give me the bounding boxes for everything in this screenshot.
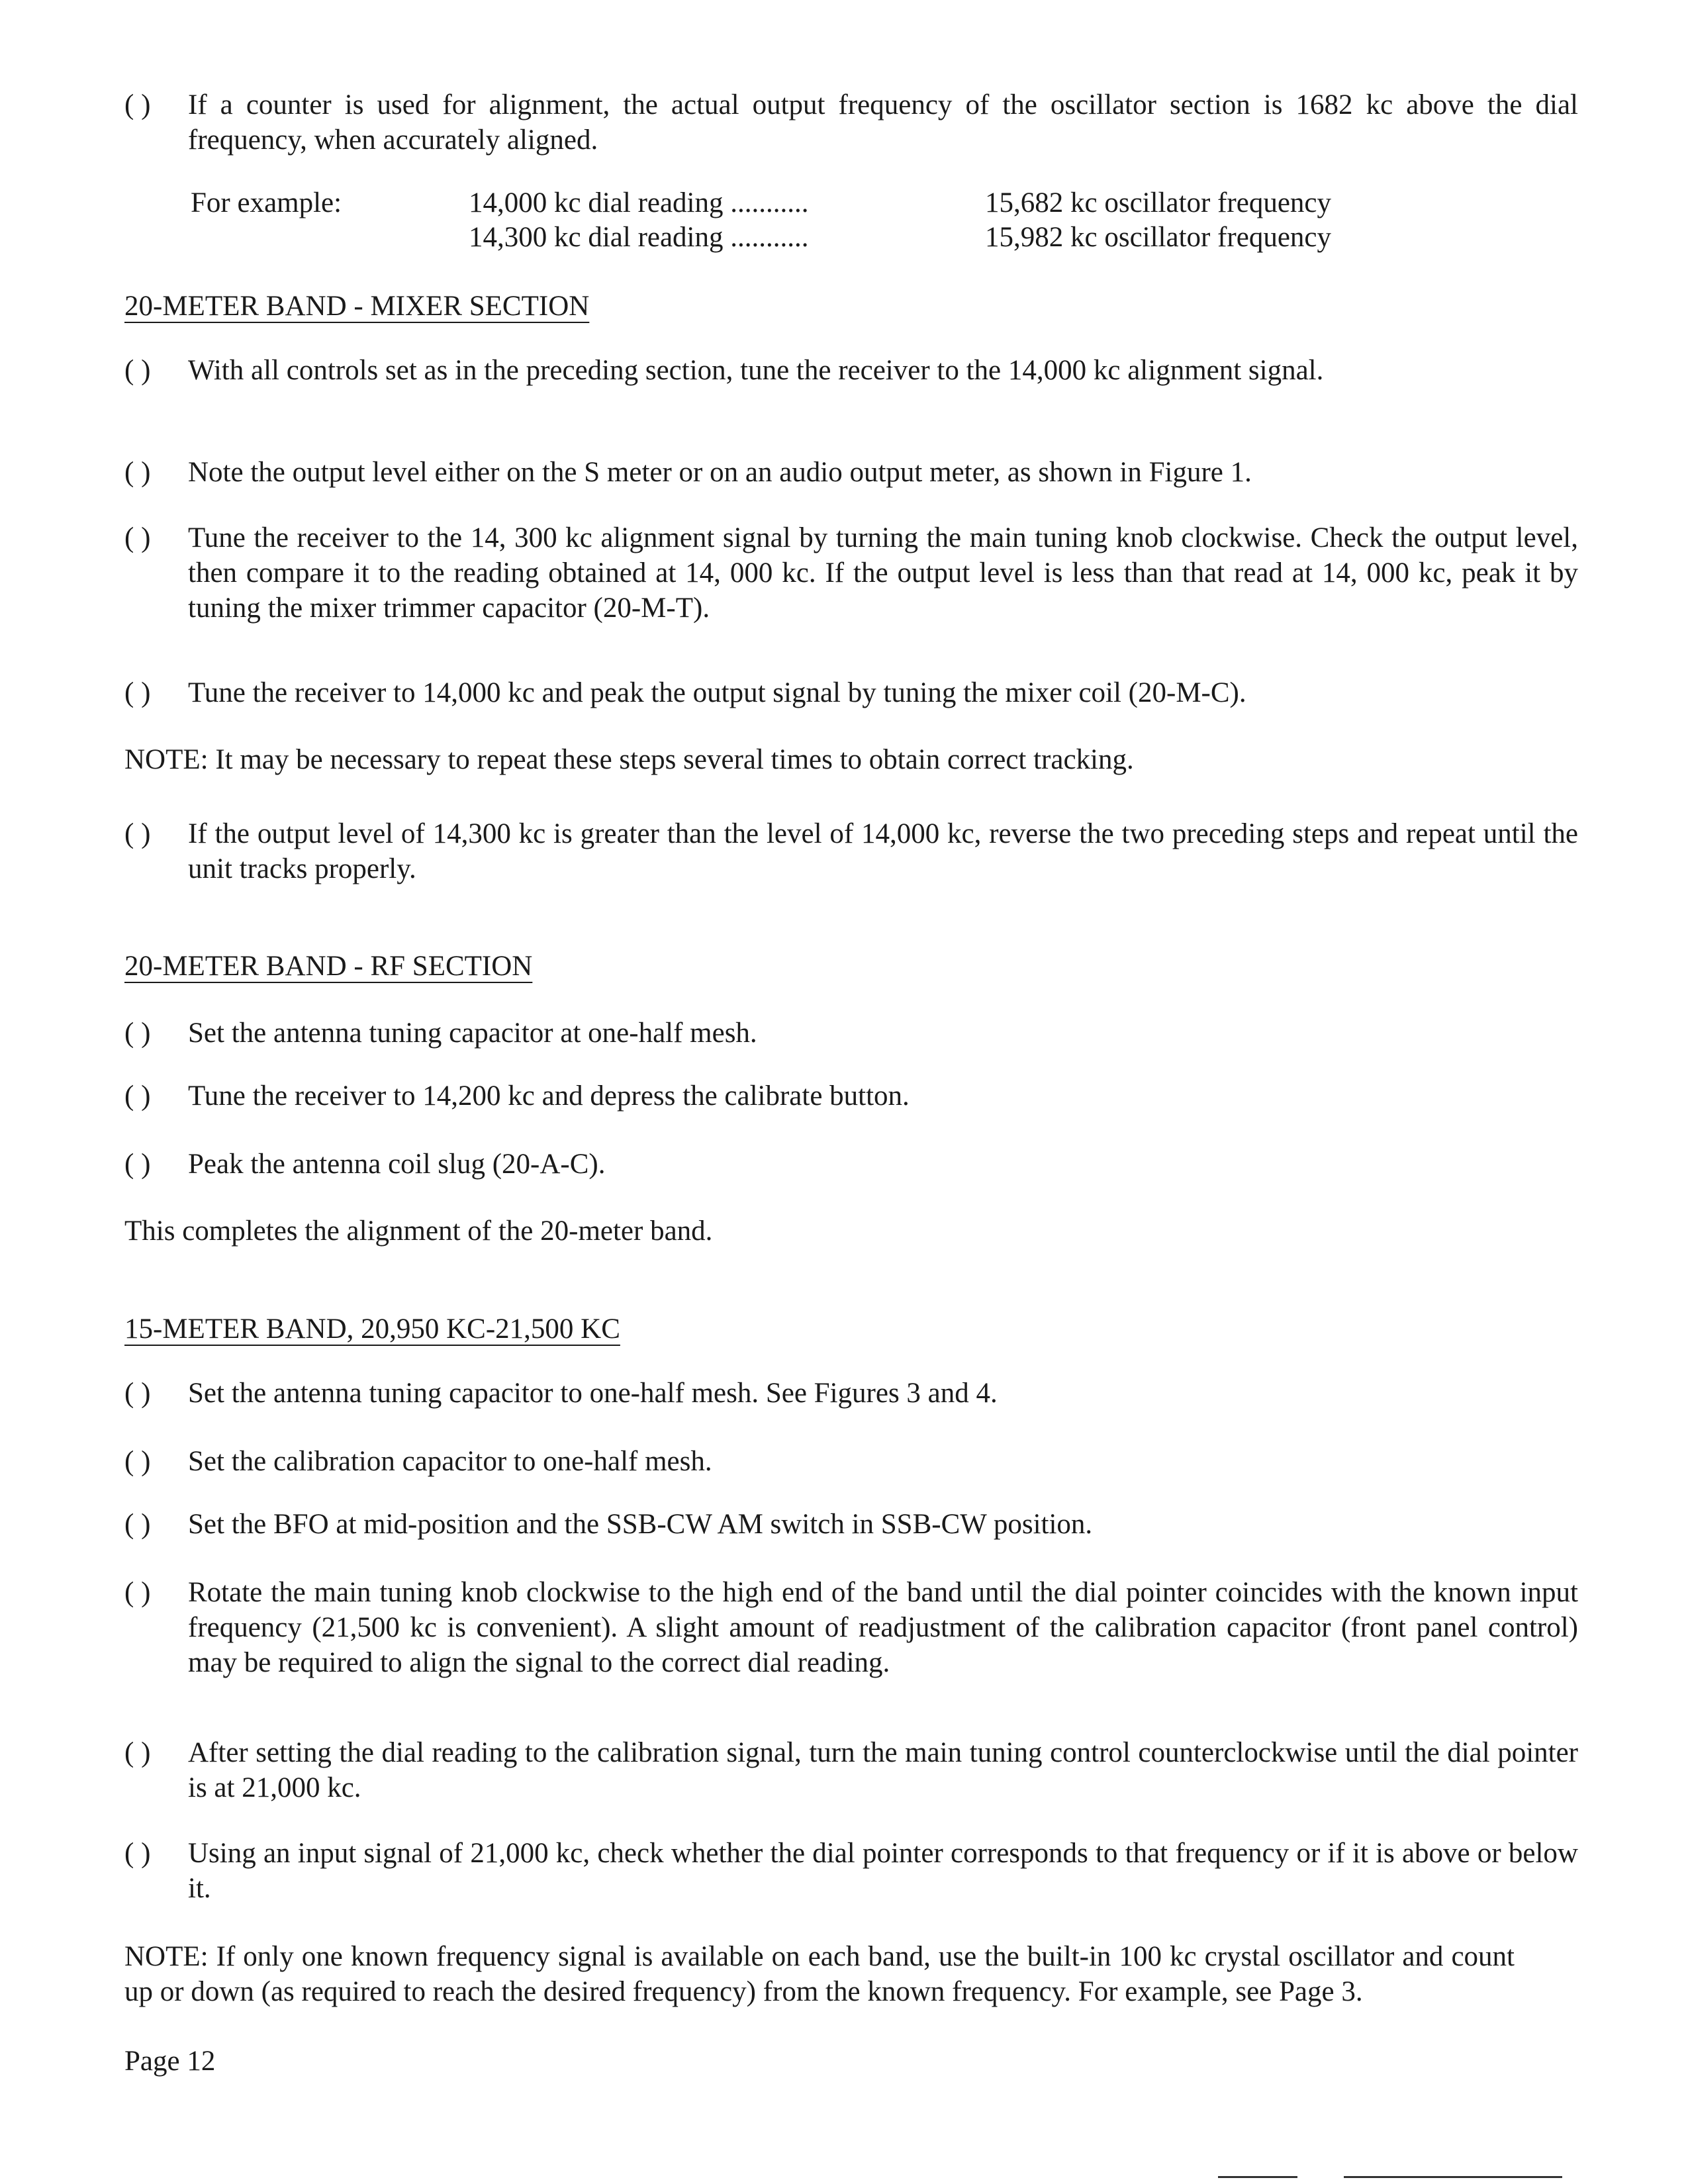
checklist-item <box>124 816 1578 886</box>
checklist-item <box>124 353 1578 388</box>
checklist-item <box>124 1735 1578 1805</box>
divider <box>1344 2176 1562 2178</box>
item-text: Set the calibration capacitor to one-half mesh. <box>188 1446 712 1477</box>
dial-reading: 14,300 kc dial reading ........... <box>469 222 809 253</box>
checklist-item <box>124 1836 1578 1906</box>
checklist-item <box>124 1444 1578 1479</box>
closing-text: This completes the alignment of the 20-meter band. <box>124 1215 713 1247</box>
section-heading: 20-METER BAND - MIXER SECTION <box>124 291 590 322</box>
checkbox[interactable]: ( ) <box>124 1577 151 1608</box>
item-text: Set the antenna tuning capacitor at one-half mesh. <box>188 1018 757 1049</box>
item-text: If the output level of 14,300 kc is greater than the level of 14,000 kc, reverse the two preceding steps and repeat until the unit tracks properly. <box>188 818 1578 884</box>
section-heading: 20-METER BAND - RF SECTION <box>124 951 533 982</box>
note: NOTE: If only one known frequency signal is available on each band, use the built-in 100 kc crystal oscillator and count up or down (as required to reach the desired frequency) from the known frequency. For example, see Page 3. <box>124 1941 1515 2007</box>
checkbox[interactable]: ( ) <box>124 355 151 386</box>
checkbox[interactable]: ( ) <box>124 677 151 708</box>
page-number: Page 12 <box>124 2046 216 2077</box>
item-text: Peak the antenna coil slug (20-A-C). <box>188 1149 606 1180</box>
item-text: If a counter is used for alignment, the actual output frequency of the oscillator section is 1682 kc above the dial frequency, when accurately aligned. <box>188 89 1578 156</box>
checklist-item <box>124 1575 1578 1680</box>
checkbox[interactable]: ( ) <box>124 89 151 120</box>
checklist-item <box>124 455 1578 490</box>
item-text: With all controls set as in the preceding section, tune the receiver to the 14,000 kc alignment signal. <box>188 355 1324 386</box>
item-text: After setting the dial reading to the calibration signal, turn the main tuning control counterclockwise until the dial pointer is at 21,000 kc. <box>188 1737 1578 1803</box>
checklist-item <box>124 87 1578 158</box>
checklist-item <box>124 675 1578 710</box>
divider <box>1218 2176 1297 2178</box>
checklist-item <box>124 1078 1578 1114</box>
item-text: Set the antenna tuning capacitor to one-half mesh. See Figures 3 and 4. <box>188 1378 998 1409</box>
item-text: Using an input signal of 21,000 kc, check whether the dial pointer corresponds to that frequency or if it is above or below it. <box>188 1838 1578 1904</box>
checkbox[interactable]: ( ) <box>124 1080 151 1112</box>
checkbox[interactable]: ( ) <box>124 818 151 849</box>
item-text: Note the output level either on the S meter or on an audio output meter, as shown in Figure 1. <box>188 457 1252 488</box>
checkbox[interactable]: ( ) <box>124 1509 151 1540</box>
checkbox[interactable]: ( ) <box>124 1018 151 1049</box>
checklist-item <box>124 1376 1578 1411</box>
checklist-item <box>124 1147 1578 1182</box>
dial-reading: 14,000 kc dial reading ........... <box>469 187 809 218</box>
checklist-item <box>124 520 1578 626</box>
item-text: Tune the receiver to the 14, 300 kc alignment signal by turning the main tuning knob clockwise. Check the output level, then compare it to the reading obtained at 14, 000 kc. If the output level is less than that read at 14, 000 kc, peak it by tuning the mixer trimmer capacitor (20-M-T). <box>188 522 1578 624</box>
item-text: Set the BFO at mid-position and the SSB-CW AM switch in SSB-CW position. <box>188 1509 1093 1540</box>
item-text: Rotate the main tuning knob clockwise to the high end of the band until the dial pointer coincides with the known input frequency (21,500 kc is convenient). A slight amount of readjustment of the calibration capacitor (front panel control) may be required to align the signal to the correct dial reading. <box>188 1577 1578 1678</box>
example-label: For example: <box>191 187 342 218</box>
checkbox[interactable]: ( ) <box>124 1446 151 1477</box>
osc-frequency: 15,982 kc oscillator frequency <box>985 222 1331 253</box>
checklist-item <box>124 1016 1578 1051</box>
checkbox[interactable]: ( ) <box>124 1838 151 1869</box>
checkbox[interactable]: ( ) <box>124 1149 151 1180</box>
checklist-item <box>124 1507 1578 1542</box>
item-text: Tune the receiver to 14,000 kc and peak the output signal by tuning the mixer coil (20-M-C). <box>188 677 1246 708</box>
note: NOTE: It may be necessary to repeat these steps several times to obtain correct tracking. <box>124 744 1134 775</box>
checkbox[interactable]: ( ) <box>124 1737 151 1768</box>
osc-frequency: 15,682 kc oscillator frequency <box>985 187 1331 218</box>
checkbox[interactable]: ( ) <box>124 1378 151 1409</box>
checkbox[interactable]: ( ) <box>124 522 151 553</box>
section-heading: 15-METER BAND, 20,950 KC-21,500 KC <box>124 1313 620 1345</box>
checkbox[interactable]: ( ) <box>124 457 151 488</box>
item-text: Tune the receiver to 14,200 kc and depress the calibrate button. <box>188 1080 910 1112</box>
